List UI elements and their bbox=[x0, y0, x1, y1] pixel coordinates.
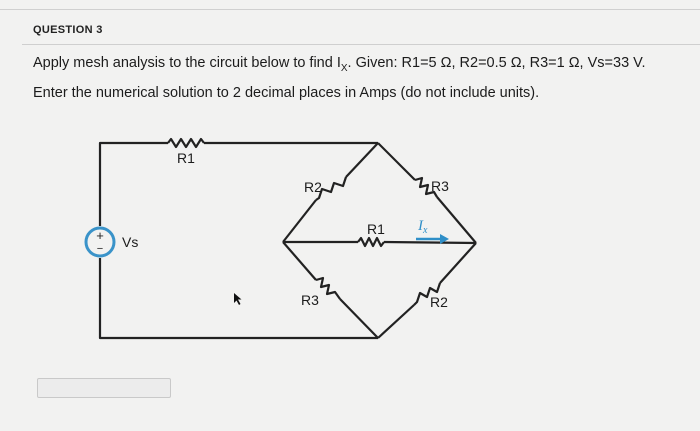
wire-bottom-left-b bbox=[340, 299, 378, 338]
r1-top-label: R1 bbox=[177, 150, 195, 166]
r1-center-label: R1 bbox=[367, 221, 385, 237]
wire-bottom-left-a bbox=[283, 242, 316, 280]
r3-upper-label: R3 bbox=[431, 178, 449, 194]
prompt-line-2: Enter the numerical solution to 2 decimal places in Amps (do not include units). bbox=[33, 84, 540, 101]
wire-middle-right bbox=[384, 242, 476, 243]
mouse-cursor-icon bbox=[233, 292, 243, 306]
current-label: $I_x$ bbox=[418, 218, 428, 236]
prompt-text-rest: . Given: R1=5 Ω, R2=0.5 Ω, R3=1 Ω, Vs=33 V. bbox=[347, 55, 646, 71]
resistor-r3-lower bbox=[316, 278, 340, 299]
resistor-r1-center bbox=[358, 238, 384, 246]
prompt-text-start: Apply mesh analysis to the circuit below to find I bbox=[33, 55, 341, 71]
answer-input[interactable] bbox=[37, 378, 171, 398]
wire-left-top bbox=[100, 143, 168, 226]
resistor-r1-top bbox=[168, 139, 204, 147]
r3-lower-label: R3 bbox=[301, 292, 319, 308]
source-label: Vs bbox=[122, 234, 139, 250]
wire-bottom-right-b bbox=[378, 305, 414, 338]
source-minus-sign: − bbox=[96, 243, 104, 255]
r2-lower-label: R2 bbox=[430, 294, 448, 310]
wire-top-right-a bbox=[378, 143, 415, 180]
prompt-subscript: X bbox=[340, 62, 348, 74]
wire-top-left-b bbox=[283, 200, 316, 242]
source-plus-sign: + bbox=[96, 228, 104, 243]
r2-upper-label: R2 bbox=[304, 179, 322, 195]
wire-bottom-right-a bbox=[440, 243, 476, 283]
wire-top-left-a bbox=[346, 143, 378, 177]
question-header: QUESTION 3 bbox=[33, 24, 103, 36]
